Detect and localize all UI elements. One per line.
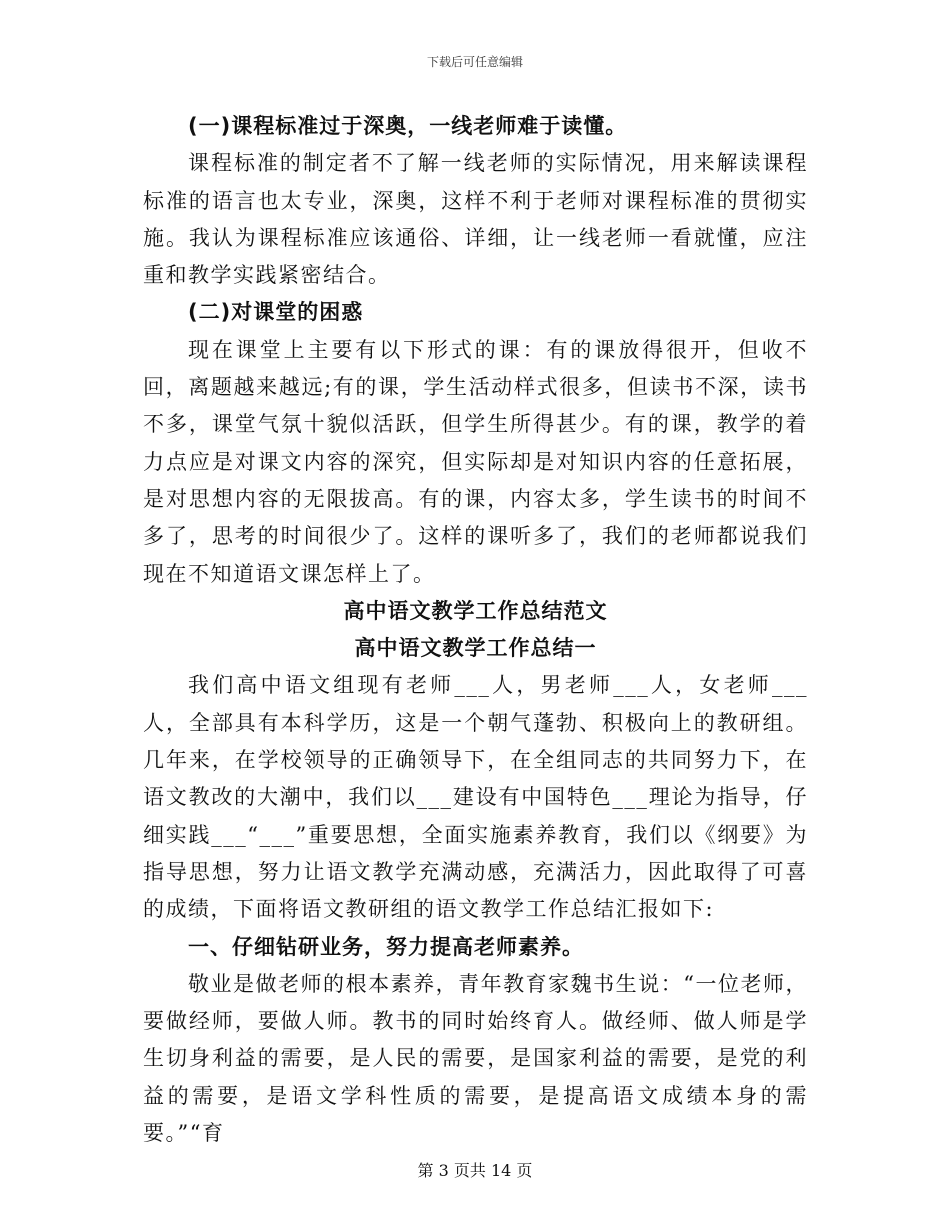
section-heading-3: 一、仔细钻研业务，努力提高老师素养。 — [188, 934, 584, 959]
paragraph-2: 现在课堂上主要有以下形式的课：有的课放得很开，但收不回，离题越来越远;有的课，学生活动样式很多，但读书不深，读书不多，课堂气氛十貌似活跃，但学生所得甚少。有的课，教学的着力点应是对课文内容的深究，但实际却是对知识内容的任意拓展，是对思想内容的无限拔高。有的课，内容太多，学生读书的时间不多了，思考的时间很少了。这样的课听多了，我们的老师都说我们现在不知道语文课怎样上了。 — [143, 337, 808, 586]
paragraph-1: 课程标准的制定者不了解一线老师的实际情况，用来解读课程标准的语言也太专业，深奥，这样不利于老师对课程标准的贯彻实施。我认为课程标准应该通俗、详细，让一线老师一看就懂，应注重和教学实践紧密结合。 — [143, 151, 808, 288]
section-heading-2: (二)对课堂的困惑 — [188, 300, 364, 325]
document-subtitle: 高中语文教学工作总结一 — [354, 636, 597, 661]
document-body — [143, 108, 808, 1152]
section-heading-1: (一)课程标准过于深奥，一线老师难于读懂。 — [188, 114, 628, 138]
document-title: 高中语文教学工作总结范文 — [343, 598, 608, 623]
paragraph-4: 敬业是做老师的根本素养，青年教育家魏书生说：“一位老师，要做经师，要做人师。教书的同时始终育人。做经师、做人师是学生切身利益的需要，是人民的需要，是国家利益的需要，是党的利益的需要，是语文学科性质的需要，是提高语文成绩本身的需要。”“育 — [143, 971, 808, 1146]
page-footer: 第 3 页共 14 页 — [417, 1161, 533, 1180]
paragraph-3: 我们高中语文组现有老师___人，男老师___人，女老师___人，全部具有本科学历，这是一个朝气蓬勃、积极向上的教研组。几年来，在学校领导的正确领导下，在全组同志的共同努力下，在语文教改的大潮中，我们以___建设有中国特色___理论为指导，仔细实践___“___”重要思想，全面实施素养教育，我们以《纲要》为指导思想，努力让语文教学充满动感，充满活力，因此取得了可喜的成绩，下面将语文教研组的语文教学工作总结汇报如下: — [143, 673, 808, 922]
page-header: 下载后可任意编辑 — [426, 55, 523, 69]
